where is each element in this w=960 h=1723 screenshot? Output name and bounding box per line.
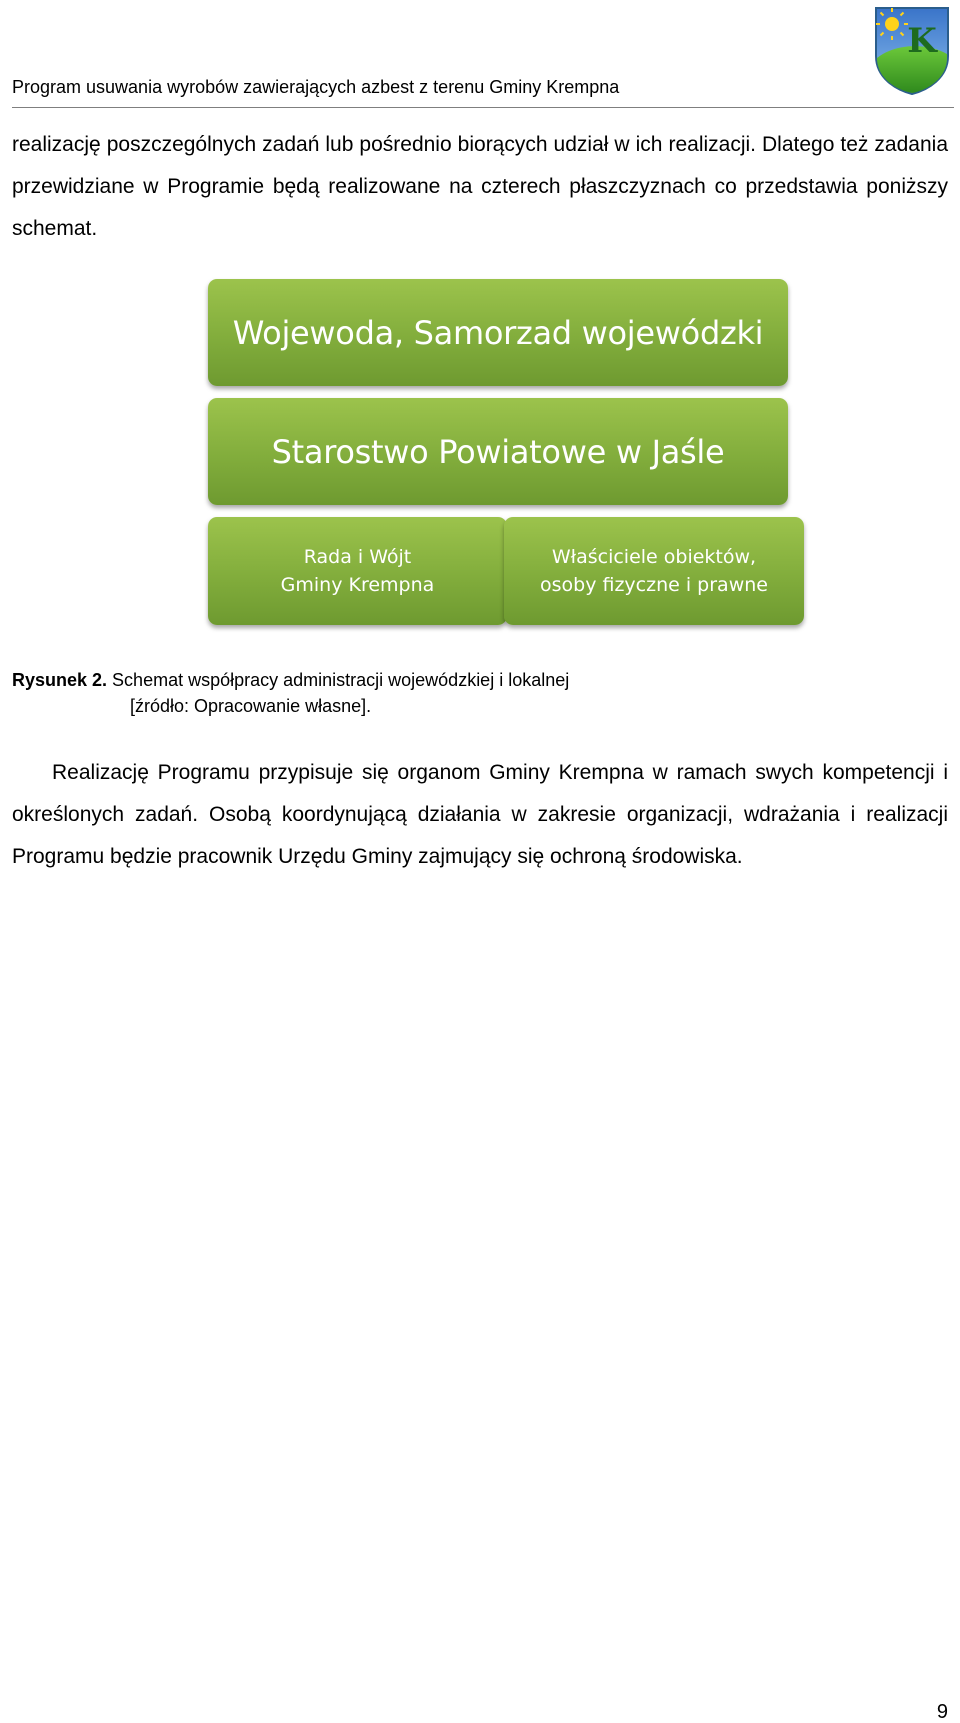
figure-caption xyxy=(12,668,569,692)
diagram-box-label-line: Rada i Wójt xyxy=(303,546,412,568)
diagram-box-wojewoda xyxy=(208,279,788,386)
diagram-box-starostwo xyxy=(208,398,788,505)
header-divider xyxy=(12,107,954,108)
diagram-box-label-line: osoby fizyczne i prawne xyxy=(540,574,768,596)
page-number: 9 xyxy=(936,1701,948,1723)
page-header xyxy=(12,0,954,108)
diagram-box-wlasciciele xyxy=(504,517,804,625)
caption-text: Schemat współpracy administracji wojewódzkiej i lokalnej xyxy=(107,670,570,690)
gmina-crest-logo xyxy=(874,6,950,96)
header-title: Program usuwania wyrobów zawierających azbest z terenu Gminy Krempna xyxy=(12,77,620,97)
closing-paragraph: Realizację Programu przypisuje się organom Gminy Krempna w ramach swych kompetencji i określonych zadań. Osobą koordynującą działania w zakresie organizacji, wdrażania i realizacji Programu będzie pracownik Urzędu Gminy zajmujący się ochroną środowiska. xyxy=(12,761,948,868)
caption-source: [źródło: Opracowanie własne]. xyxy=(130,696,372,716)
intro-paragraph: realizację poszczególnych zadań lub pośrednio biorących udział w ich realizacji. Dlatego też zadania przewidziane w Programie będą realizowane na czterech płaszczyznach co przedstawia poniższy schemat. xyxy=(12,133,948,240)
svg-text:K: K xyxy=(907,21,937,61)
diagram-box-rada-wojt xyxy=(208,517,507,625)
caption-label: Rysunek 2. xyxy=(12,670,108,690)
diagram-box-label-line: Gminy Krempna xyxy=(280,574,435,596)
diagram-box-label: Starostwo Powiatowe w Jaśle xyxy=(271,432,725,471)
diagram-box-label-line: Właściciele obiektów, xyxy=(551,546,757,568)
diagram-box-label: Wojewoda, Samorzad wojewódzki xyxy=(232,313,764,352)
